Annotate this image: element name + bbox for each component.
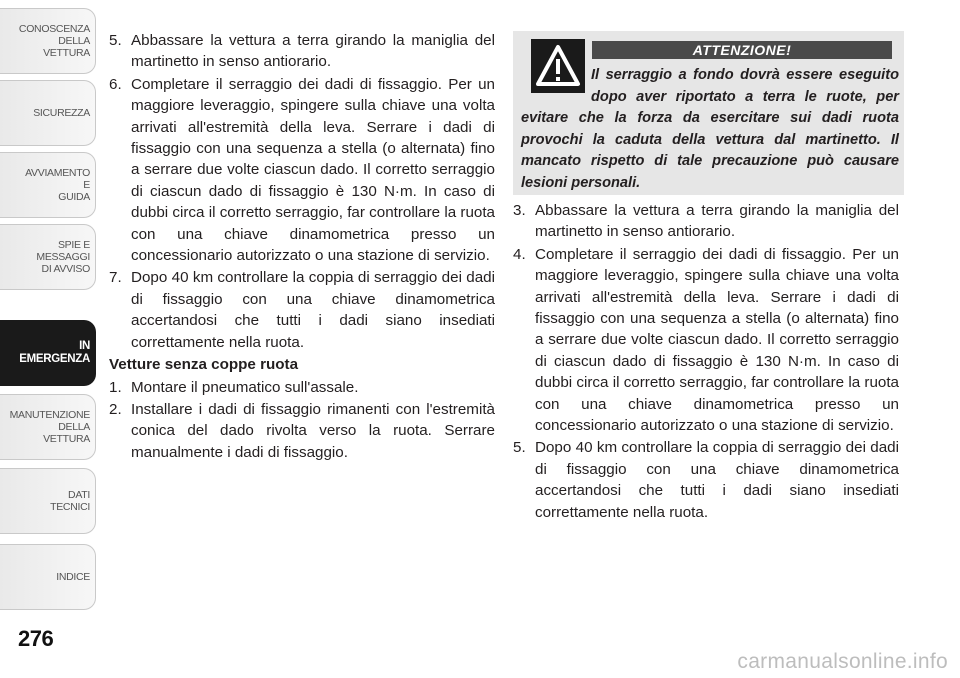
- step-number: 6.: [109, 75, 122, 93]
- tab-sicurezza[interactable]: [0, 80, 96, 146]
- step-number: 5.: [513, 439, 526, 457]
- right-column: [513, 200, 899, 524]
- step-text: Dopo 40 km controllare la coppia di serraggio dei dadi di fissaggio con una chiave dinamometrica accertandosi che tutti i dadi siano insediati correttamente nella ruota.: [131, 269, 495, 351]
- list-item: [109, 74, 495, 267]
- chapter-sidebar: [0, 0, 98, 678]
- tab-label: CONOSCENZA DELLA VETTURA: [18, 23, 90, 59]
- step-text: Montare il pneumatico sull'assale.: [131, 378, 359, 396]
- tab-label: MANUTENZIONE DELLA VETTURA: [9, 409, 90, 445]
- list-item: [109, 377, 495, 398]
- step-number: 2.: [109, 400, 122, 418]
- list-item: [109, 30, 495, 73]
- step-number: 3.: [513, 202, 526, 219]
- section-heading: Vetture senza coppe ruota: [109, 356, 299, 374]
- tab-manutenzione-della-vettura[interactable]: [0, 394, 96, 460]
- warning-box: [513, 31, 904, 195]
- tab-spie-e-messaggi-di-avviso[interactable]: [0, 224, 96, 290]
- tab-conoscenza-della-vettura[interactable]: [0, 8, 96, 74]
- tab-label: IN EMERGENZA: [19, 340, 90, 365]
- step-number: 1.: [109, 378, 122, 396]
- watermark: carmanualsonline.info: [737, 650, 948, 673]
- tab-in-emergenza[interactable]: [0, 320, 96, 386]
- tab-indice[interactable]: [0, 544, 96, 610]
- step-text: Completare il serraggio dei dadi di fissaggio. Per un maggiore leveraggio, spingere sulla chiave una volta arrivati all'estremità della leva. Serrare i dadi di fissaggio con una sequenza a stella (o alternata) fino a serrare due volte ciascun dado. Il corretto serraggio di ciascun dado di fissaggio è 130 N·m. In caso di dubbi circa il corretto serraggio, far controllare la ruota con una chiave dinamometrica presso un concessionario autorizzato o una stazione di servizio.: [535, 245, 899, 435]
- warning-title: ATTENZIONE!: [592, 41, 892, 59]
- list-item: [513, 437, 899, 523]
- list-item: [513, 244, 899, 437]
- step-number: 5.: [109, 32, 122, 49]
- list-item: [513, 200, 899, 243]
- tab-label: AVVIAMENTO E GUIDA: [25, 167, 90, 203]
- step-text: Completare il serraggio dei dadi di fissaggio. Per un maggiore leveraggio, spingere sulla chiave una volta arrivati all'estremità della leva. Serrare i dadi di fissaggio con una sequenza a stella (o alternata) fino a serrare due volte ciascun dado. Il corretto serraggio di ciascun dado di fissaggio è 130 N·m. In caso di dubbi circa il corretto serraggio, far controllare la ruota con una chiave dinamometrica presso un concessionario autorizzato o una stazione di servizio.: [131, 75, 495, 265]
- tab-dati-tecnici[interactable]: [0, 468, 96, 534]
- warning-text: [521, 65, 899, 194]
- step-text: Installare i dadi di fissaggio rimanenti con l'estremità conica del dado rivolta verso la ruota. Serrare manualmente i dadi di fissaggio.: [131, 400, 495, 461]
- step-number: 7.: [109, 269, 122, 287]
- tab-label: INDICE: [56, 571, 90, 583]
- tab-label: DATI TECNICI: [50, 489, 90, 513]
- warning-body: Il serraggio a fondo dovrà essere eseguito dopo aver riportato a terra le ruote, per evitare che la forza da esercitare sui dadi ruota provochi la caduta della vettura dal martinetto. Il mancato rispetto di tale precauzione può causare lesioni personali.: [521, 67, 899, 191]
- tab-label: SICUREZZA: [33, 107, 90, 119]
- page-number: 276: [18, 626, 54, 651]
- step-number: 4.: [513, 245, 526, 263]
- tab-label: SPIE E MESSAGGI DI AVVISO: [36, 239, 90, 275]
- step-text: Abbassare la vettura a terra girando la maniglia del martinetto in senso antiorario.: [131, 32, 495, 71]
- list-item: [109, 399, 495, 463]
- step-text: Abbassare la vettura a terra girando la maniglia del martinetto in senso antiorario.: [535, 202, 899, 241]
- tab-avviamento-e-guida[interactable]: [0, 152, 96, 218]
- list-item: [109, 267, 495, 353]
- left-column: [109, 30, 495, 464]
- step-text: Dopo 40 km controllare la coppia di serraggio dei dadi di fissaggio con una chiave dinamometrica accertandosi che tutti i dadi siano insediati correttamente nella ruota.: [535, 439, 899, 521]
